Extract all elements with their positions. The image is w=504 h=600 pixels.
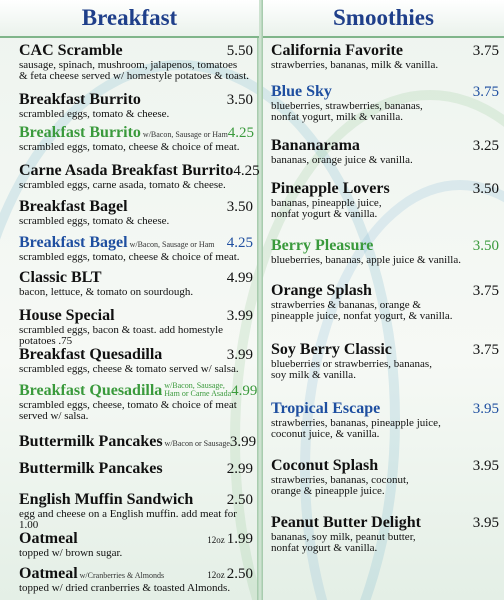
item-price: 3.95 bbox=[472, 458, 499, 474]
item-name: Classic BLT bbox=[19, 269, 102, 286]
menu-item bbox=[271, 341, 499, 381]
menu-item bbox=[19, 198, 253, 227]
item-price: 3.95 bbox=[472, 515, 499, 531]
item-price: 3.25 bbox=[472, 138, 499, 154]
item-name: Buttermilk Pancakes bbox=[19, 460, 163, 477]
item-name: Oatmeal bbox=[19, 530, 78, 547]
menu-item bbox=[19, 381, 258, 422]
item-description: strawberries, bananas, coconut, bbox=[271, 474, 409, 486]
item-price: 3.75 bbox=[472, 283, 499, 299]
item-description: bananas, pineapple juice, bbox=[271, 197, 382, 209]
item-price: 4.25 bbox=[233, 163, 260, 179]
item-description: strawberries & bananas, orange & bbox=[271, 299, 421, 311]
item-description: nonfat yogurt & vanilla. bbox=[271, 208, 378, 220]
item-price: 4.99 bbox=[231, 383, 258, 399]
item-description: scrambled eggs, carne asada, tomato & cheese. bbox=[19, 179, 226, 191]
item-description: blueberries, strawberries, bananas, bbox=[271, 100, 423, 112]
smoothies-header bbox=[263, 0, 504, 38]
menu-item bbox=[271, 237, 499, 266]
item-price: 3.99 bbox=[229, 434, 257, 450]
item-name: Berry Pleasure bbox=[271, 237, 374, 254]
item-description: bacon, lettuce, & tomato on sourdough. bbox=[19, 286, 194, 298]
item-extra: w/Bacon, Sausage, Ham or Carne Asada bbox=[164, 381, 232, 398]
item-name: Breakfast Quesadilla bbox=[19, 346, 163, 363]
menu-item bbox=[271, 137, 499, 166]
item-name: Orange Splash bbox=[271, 282, 372, 299]
item-description: scrambled eggs, tomato, cheese & choice of meat. bbox=[19, 141, 240, 153]
menu-item bbox=[19, 530, 253, 559]
item-name: Breakfast Bagel w/Bacon, Sausage or Ham bbox=[19, 234, 215, 251]
item-description: bananas, soy milk, peanut butter, bbox=[271, 531, 416, 543]
item-price: 2.99 bbox=[226, 461, 253, 477]
menu-item bbox=[19, 433, 257, 451]
menu-item bbox=[19, 91, 253, 120]
menu-item bbox=[19, 162, 260, 191]
menu-item bbox=[271, 400, 499, 440]
item-price: 12oz 1.99 bbox=[207, 531, 253, 547]
item-description: scrambled eggs, cheese, tomato & choice of meat bbox=[19, 399, 237, 411]
menu-item bbox=[271, 282, 499, 322]
menu-item bbox=[271, 42, 499, 71]
item-description: & feta cheese served w/ homestyle potatoes & toast. bbox=[19, 70, 250, 82]
item-name: California Favorite bbox=[271, 42, 403, 59]
item-description: topped w/ dried cranberries & toasted Almonds. bbox=[19, 582, 231, 594]
item-description: scrambled eggs, bacon & toast. add homestyle potatoes .75 bbox=[19, 324, 224, 347]
menu-item bbox=[19, 124, 253, 153]
menu-item bbox=[19, 565, 253, 594]
item-name: Carne Asada Breakfast Burrito bbox=[19, 162, 234, 179]
menu-item bbox=[19, 491, 253, 531]
item-description: nonfat yogurt, milk & vanilla. bbox=[271, 111, 403, 123]
item-price: 3.99 bbox=[226, 308, 253, 324]
item-name: English Muffin Sandwich bbox=[19, 491, 194, 508]
item-name: Breakfast Bagel bbox=[19, 198, 128, 215]
smoothies-column bbox=[263, 0, 504, 600]
item-name: Pineapple Lovers bbox=[271, 180, 390, 197]
item-description: scrambled eggs, tomato, cheese & choice of meat. bbox=[19, 251, 240, 263]
item-price: 2.50 bbox=[226, 492, 253, 508]
item-name: Breakfast Burrito w/Bacon, Sausage or Ham bbox=[19, 124, 228, 141]
item-price: 4.99 bbox=[226, 270, 253, 286]
menu-item bbox=[271, 180, 499, 220]
item-name: Breakfast Quesadilla w/Bacon, Sausage, Ham or Carne Asada bbox=[19, 381, 232, 399]
item-description: sausage, spinach, mushroom, jalapenos, tomatoes bbox=[19, 59, 238, 71]
item-name: Tropical Escape bbox=[271, 400, 381, 417]
item-price: 3.50 bbox=[472, 181, 499, 197]
item-description: strawberries, bananas, pineapple juice, bbox=[271, 417, 441, 429]
item-size: 12oz bbox=[207, 535, 225, 545]
item-description: soy milk & vanilla. bbox=[271, 369, 356, 381]
menu-item bbox=[19, 346, 253, 375]
item-description: egg and cheese on a English muffin. add meat for 1.00 bbox=[19, 508, 237, 531]
section-title: Breakfast bbox=[81, 5, 178, 30]
item-name: Breakfast Burrito bbox=[19, 91, 141, 108]
item-price: 4.25 bbox=[227, 125, 255, 141]
item-extra: w/Bacon or Sausage bbox=[164, 439, 230, 448]
item-name: Soy Berry Classic bbox=[271, 341, 392, 358]
item-price: 3.50 bbox=[472, 238, 499, 254]
item-price: 3.75 bbox=[472, 43, 499, 59]
item-description: bananas, orange juice & vanilla. bbox=[271, 154, 413, 166]
item-name: Buttermilk Pancakes w/Bacon or Sausage bbox=[19, 433, 230, 450]
item-description: scrambled eggs, cheese & tomato served w/ salsa. bbox=[19, 363, 239, 375]
item-description: scrambled eggs, tomato & cheese. bbox=[19, 215, 170, 227]
item-name: Peanut Butter Delight bbox=[271, 514, 421, 531]
item-price: 3.99 bbox=[226, 347, 253, 363]
item-name: Oatmeal w/Cranberries & Almonds bbox=[19, 565, 165, 582]
item-description: strawberries, bananas, milk & vanilla. bbox=[271, 59, 439, 71]
menu-item bbox=[19, 307, 253, 347]
menu-item bbox=[19, 460, 253, 478]
item-description: nonfat yogurt & vanilla. bbox=[271, 542, 378, 554]
item-name: Bananarama bbox=[271, 137, 360, 154]
item-price: 3.50 bbox=[226, 92, 253, 108]
item-description: scrambled eggs, tomato & cheese. bbox=[19, 108, 170, 120]
item-price: 3.75 bbox=[472, 342, 499, 358]
item-name: CAC Scramble bbox=[19, 42, 123, 59]
item-size: 12oz bbox=[207, 570, 225, 580]
breakfast-header bbox=[0, 0, 259, 38]
menu-item bbox=[19, 234, 253, 263]
item-price: 4.25 bbox=[226, 235, 253, 251]
item-description: topped w/ brown sugar. bbox=[19, 547, 123, 559]
menu-item bbox=[271, 457, 499, 497]
menu-item bbox=[271, 83, 499, 123]
item-extra: w/Cranberries & Almonds bbox=[79, 571, 165, 580]
item-name: Blue Sky bbox=[271, 83, 332, 100]
item-name: Coconut Splash bbox=[271, 457, 379, 474]
item-price: 3.75 bbox=[472, 84, 499, 100]
menu-item bbox=[19, 42, 253, 82]
item-description: blueberries, bananas, apple juice & vanilla. bbox=[271, 254, 461, 266]
item-price: 5.50 bbox=[226, 43, 253, 59]
item-name: House Special bbox=[19, 307, 115, 324]
item-description: blueberries or strawberries, bananas, bbox=[271, 358, 432, 370]
item-description: coconut juice, & vanilla. bbox=[271, 428, 380, 440]
item-description: pineapple juice, nonfat yogurt, & vanilla. bbox=[271, 310, 453, 322]
item-description: orange & pineapple juice. bbox=[271, 485, 385, 497]
item-price: 3.95 bbox=[472, 401, 499, 417]
item-extra: w/Bacon, Sausage or Ham bbox=[129, 240, 215, 249]
menu-item bbox=[19, 269, 253, 298]
item-price: 3.50 bbox=[226, 199, 253, 215]
section-title: Smoothies bbox=[333, 5, 434, 30]
item-extra: w/Bacon, Sausage or Ham bbox=[142, 130, 228, 139]
item-price: 12oz 2.50 bbox=[207, 566, 253, 582]
menu-item bbox=[271, 514, 499, 554]
item-description: served w/ salsa. bbox=[19, 410, 89, 422]
